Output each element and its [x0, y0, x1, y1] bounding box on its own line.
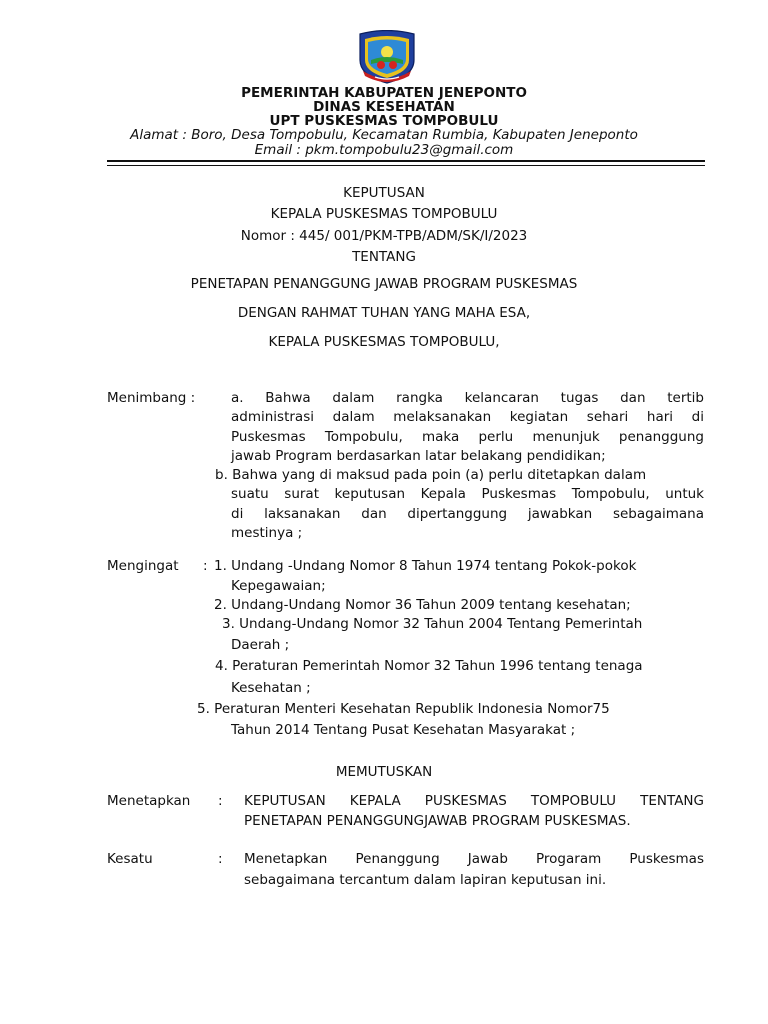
menimbang-a-line: a. Bahwa dalam rangka kelancaran tugas dan tertib: [231, 390, 704, 406]
decree-about: TENTANG: [352, 249, 416, 265]
mengingat-item-5: 5. Peraturan Menteri Kesehatan Republik Indonesia Nomor75: [197, 701, 610, 717]
decree-heading: KEPUTUSAN: [343, 185, 425, 201]
mengingat-item-4: 4. Peraturan Pemerintah Nomor 32 Tahun 1996 tentang tenaga: [215, 658, 643, 674]
mengingat-item-5-cont: Tahun 2014 Tentang Pusat Kesehatan Masyarakat ;: [231, 722, 576, 738]
header-government: PEMERINTAH KABUPATEN JENEPONTO: [241, 85, 527, 101]
memutuskan-heading: MEMUTUSKAN: [335, 764, 433, 780]
header-address: Alamat : Boro, Desa Tompobulu, Kecamatan Rumbia, Kabupaten Jeneponto: [130, 127, 638, 143]
kesatu-line: sebagaimana tercantum dalam lapiran keputusan ini.: [244, 872, 607, 888]
header-department: DINAS KESEHATAN: [313, 99, 455, 115]
mengingat-item-4-cont: Kesehatan ;: [231, 680, 311, 696]
mengingat-item-1-cont: Kepegawaian;: [231, 578, 326, 594]
menetapkan-line: KEPUTUSAN KEPALA PUSKESMAS TOMPOBULU TENTANG: [244, 793, 704, 809]
kesatu-colon: :: [218, 851, 223, 867]
menimbang-label: Menimbang :: [107, 390, 196, 406]
header-divider-thin: [107, 165, 705, 166]
header-divider-thick: [107, 160, 705, 162]
menetapkan-line: PENETAPAN PENANGGUNGJAWAB PROGRAM PUSKESMAS.: [244, 813, 631, 829]
header-email: Email : pkm.tompobulu23@gmail.com: [254, 142, 514, 158]
menimbang-b-line: suatu surat keputusan Kepala Puskesmas Tompobulu, untuk: [231, 486, 704, 502]
decree-number: Nomor : 445/ 001/PKM-TPB/ADM/SK/I/2023: [240, 228, 528, 244]
decree-grace: DENGAN RAHMAT TUHAN YANG MAHA ESA,: [237, 305, 531, 321]
mengingat-colon: :: [203, 558, 208, 574]
mengingat-item-3: 3. Undang-Undang Nomor 32 Tahun 2004 Tentang Pemerintah: [222, 616, 643, 632]
menetapkan-label: Menetapkan: [107, 793, 191, 809]
header-unit: UPT PUSKESMAS TOMPOBULU: [269, 113, 499, 129]
kesatu-line: Menetapkan Penanggung Jawab Progaram Puskesmas: [244, 851, 704, 867]
menimbang-a-line: administrasi dalam melaksanakan kegiatan sehari hari di: [231, 409, 704, 425]
menimbang-a-line: jawab Program berdasarkan latar belakang pendidikan;: [231, 448, 606, 464]
mengingat-item-3-cont: Daerah ;: [231, 637, 290, 653]
menimbang-b-line: mestinya ;: [231, 525, 303, 541]
kesatu-label: Kesatu: [107, 851, 153, 867]
mengingat-item-2: 2. Undang-Undang Nomor 36 Tahun 2009 tentang kesehatan;: [214, 597, 631, 613]
mengingat-item-1: 1. Undang -Undang Nomor 8 Tahun 1974 tentang Pokok-pokok: [214, 558, 637, 574]
menimbang-a-line: Puskesmas Tompobulu, maka perlu menunjuk penanggung: [231, 429, 704, 445]
decree-issuer: KEPALA PUSKESMAS TOMPOBULU: [270, 206, 498, 222]
decree-subject: PENETAPAN PENANGGUNG JAWAB PROGRAM PUSKESMAS: [190, 276, 578, 292]
jeneponto-regency-emblem-icon: [357, 30, 417, 84]
menetapkan-colon: :: [218, 793, 223, 809]
decree-head: KEPALA PUSKESMAS TOMPOBULU,: [268, 334, 500, 350]
mengingat-label: Mengingat: [107, 558, 179, 574]
menimbang-b-line: di laksanakan dan dipertanggung jawabkan sebagaimana: [231, 506, 704, 522]
menimbang-b-line: b. Bahwa yang di maksud pada poin (a) perlu ditetapkan dalam: [215, 467, 647, 483]
